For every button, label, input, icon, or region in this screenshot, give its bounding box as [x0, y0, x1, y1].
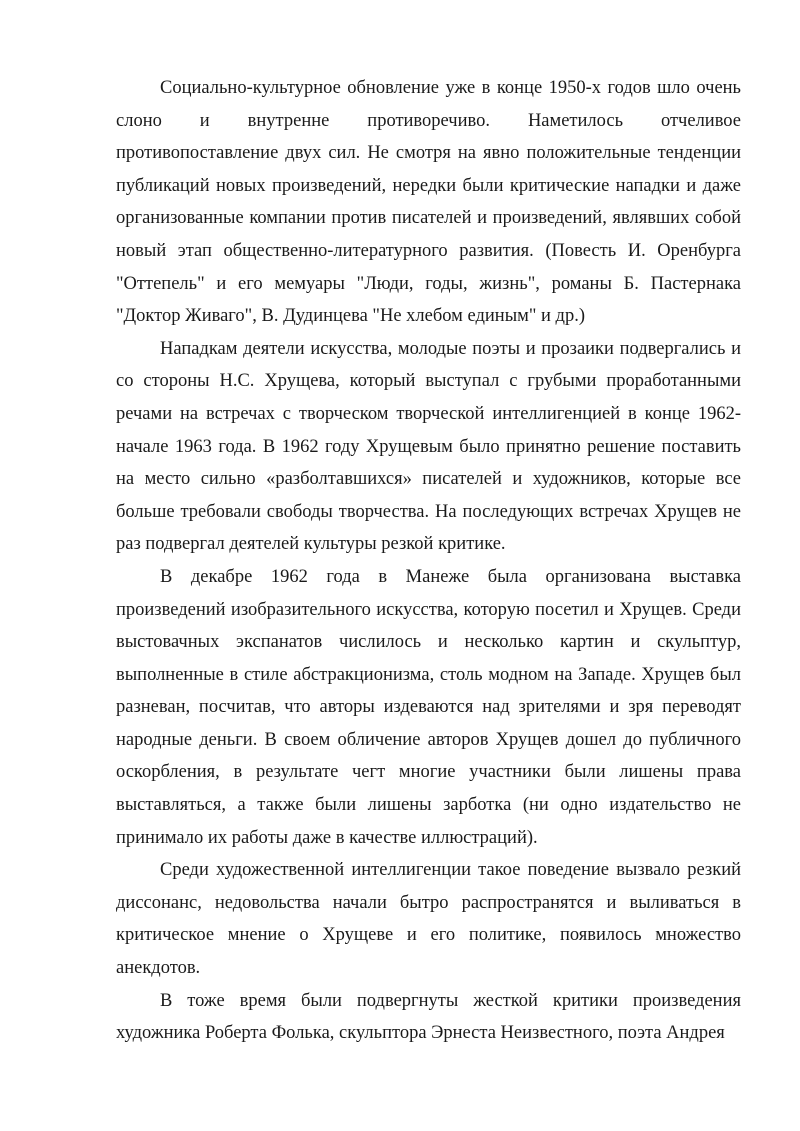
paragraph-2: Нападкам деятели искусства, молодые поэты и прозаики подвергались и со стороны Н.С. Хрущева, который выступал с грубыми проработанными речами на встречах с творческом творческой интеллигенцией в конце 1962-начале 1963 года. В 1962 году Хрущевым было принятно решение поставить на место сильно «разболтавшихся» писателей и художников, которые все больше требовали свободы творчества. На последующих встречах Хрущев не раз подвергал деятелей культуры резкой критике.	[116, 338, 741, 555]
paragraph-5: В тоже время были подвергнуты жесткой критики произведения художника Роберта Фолька, скульптора Эрнеста Неизвестного, поэта Андрея	[116, 990, 741, 1044]
paragraph-4: Среди художественной интеллигенции такое поведение вызвало резкий диссонанс, недовольства начали бытро распространятся и выливаться в критическое мнение о Хрущеве и его политике, появилось множество анекдотов.	[116, 860, 741, 979]
body-text	[116, 72, 741, 1050]
paragraph-3: В декабре 1962 года в Манеже была организована выставка произведений изобразительного искусства, которую посетил и Хрущев. Среди выстовачных экспанатов числилось и несколько картин и скульптур, выполненные в стиле абстракционизма, столь модном на Западе. Хрущев был разневан, посчитав, что авторы издеваются над зрителями и зря переводят народные деньги. В своем обличение авторов Хрущев дошел до публичного оскорбления, в результате чегт многие участники были лишены права выставляться, а также были лишены зарботка (ни одно издательство не принимало их работы даже в качестве иллюстраций).	[116, 566, 741, 848]
paragraph-1: Социально-культурное обновление уже в конце 1950-х годов шло очень слоно и внутренне противоречиво. Наметилось отчеливое противопоставление двух сил. Не смотря на явно положительные тенденции публикаций новых произведений, нередки были критические нападки и даже организованные компании против писателей и произведений, являвших собой новый этап общественно-литературного развития. (Повесть И. Оренбурга "Оттепель" и его мемуары "Люди, годы, жизнь", романы Б. Пастернака "Доктор Живаго", В. Дудинцева "Не хлебом единым" и др.)	[116, 78, 741, 327]
